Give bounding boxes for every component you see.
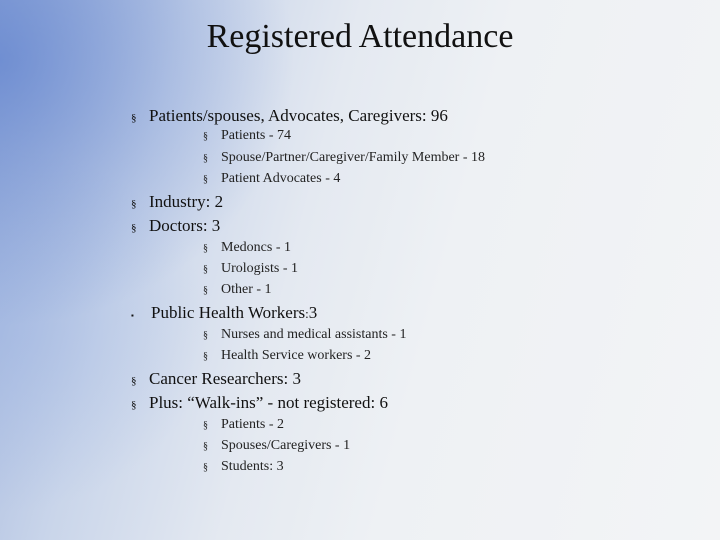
sub-item-label: Urologists - 1 [221,261,298,276]
sub-item-other [203,282,272,298]
bullet-icon: § [203,420,208,431]
bullet-icon: § [203,264,208,275]
sub-item-spouse-partner [203,150,485,166]
sub-item-label: Patients - 74 [221,128,291,143]
bullet-icon: § [131,375,137,387]
bullet-item-colon: : [305,306,309,321]
sub-item-label: Patients - 2 [221,417,284,432]
bullet-item-label: Public Health Workers [151,303,306,322]
bullet-icon: ▪ [131,311,134,320]
bullet-item-cancer-researchers [131,369,301,389]
sub-item-patient-advocates [203,171,340,187]
slide-title: Registered Attendance [206,18,514,55]
bullet-item-label: Doctors: 3 [149,216,221,235]
bullet-icon: § [203,153,208,164]
bullet-icon: § [203,285,208,296]
sub-item-health-service-workers [203,348,371,364]
bullet-item-label: Industry: 2 [149,192,224,211]
bullet-icon: § [203,243,208,254]
sub-item-label: Students: 3 [221,459,284,474]
bullet-icon: § [203,174,208,185]
bullet-item-public-health-workers [131,303,317,323]
sub-item-label: Nurses and medical assistants - 1 [221,327,407,342]
sub-item-label: Patient Advocates - 4 [221,171,341,186]
sub-item-label: Spouse/Partner/Caregiver/Family Member - 18 [221,150,485,165]
sub-item-patients [203,128,291,144]
sub-item-urologists [203,261,298,277]
bullet-item-label: Patients/spouses, Advocates, Caregivers: 96 [149,106,448,125]
sub-item-medoncs [203,240,291,256]
bullet-item-value: 3 [308,303,318,322]
sub-item-label: Medoncs - 1 [221,240,291,255]
sub-item-label: Health Service workers - 2 [221,348,372,363]
bullet-item-industry [131,192,223,212]
bullet-icon: § [203,330,208,341]
bullet-icon: § [131,112,137,124]
sub-item-label: Spouses/Caregivers - 1 [221,438,351,453]
bullet-item-walk-ins [131,393,388,413]
bullet-item-patients-spouses-advocates-caregivers [131,106,448,126]
bullet-item-label: Plus: “Walk-ins” - not registered: 6 [149,393,388,412]
bullet-item-doctors [131,216,220,236]
bullet-icon: § [203,441,208,452]
sub-item-walkin-patients [203,417,284,433]
sub-item-walkin-spouses [203,438,350,454]
sub-item-nurses [203,327,406,343]
bullet-icon: § [131,222,137,234]
bullet-icon: § [203,462,208,473]
sub-item-students [203,459,284,475]
sub-item-label: Other - 1 [221,282,272,297]
bullet-item-label: Cancer Researchers: 3 [149,369,301,388]
bullet-icon: § [203,351,208,362]
bullet-icon: § [203,131,208,142]
bullet-icon: § [131,198,137,210]
bullet-icon: § [131,399,137,411]
